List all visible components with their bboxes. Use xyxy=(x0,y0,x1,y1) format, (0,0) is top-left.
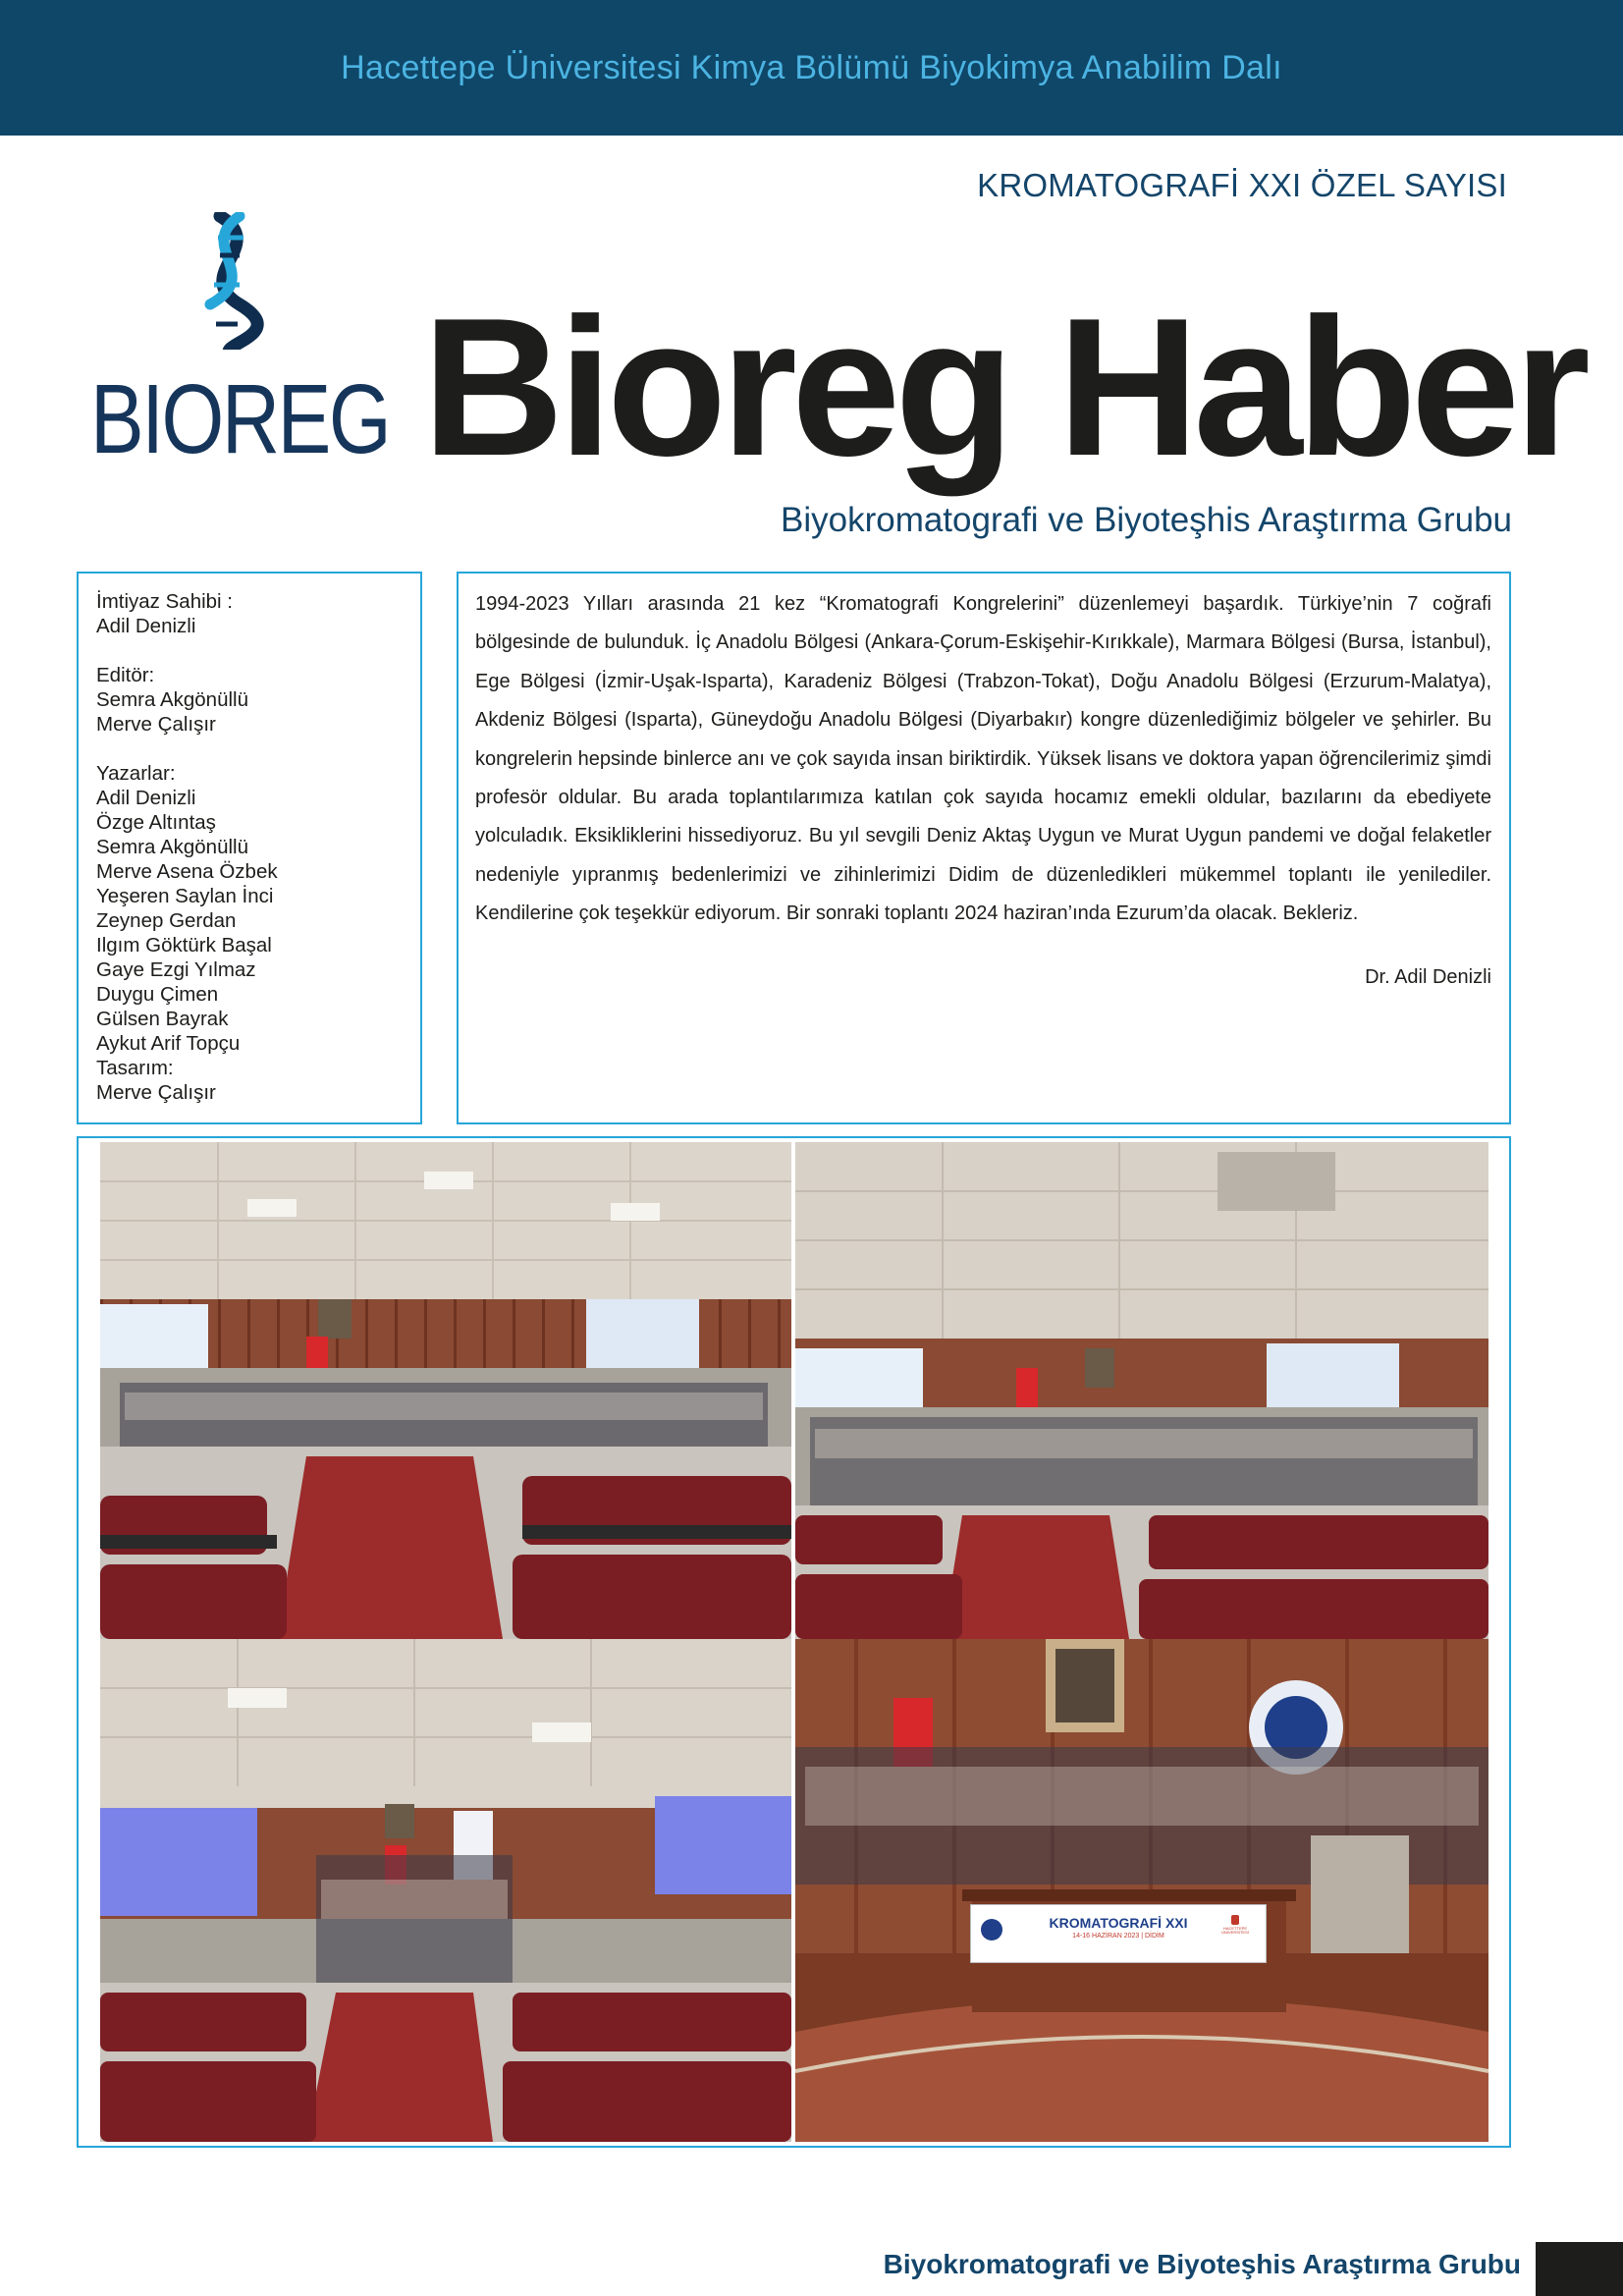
footer-group-name: Biyokromatografi ve Biyoteşhis Araştırma Grubu xyxy=(883,2249,1521,2279)
top-banner xyxy=(0,0,1623,136)
owner-label: İmtiyaz Sahibi : xyxy=(96,590,233,613)
editor-name: Semra Akgönüllü xyxy=(96,688,248,711)
editorial-text: 1994-2023 Yılları arasında 21 kez “Kromatografi Kongrelerini” düzenlemeyi başardık. Türkiye’nin 7 coğrafi bölgesinde de bulunduk. İç Anadolu Bölgesi (Ankara-Çorum-Eskişehir-Kırıkkale), Marmara Bölgesi (Bursa, İstanbul), Ege Bölgesi (İzmir-Uşak-Isparta), Karadeniz Bölgesi (Trabzon-Tokat), Doğu Anadolu Bölgesi (Erzurum-Malatya), Akdeniz Bölgesi (Isparta), Güneydoğu Anadolu Bölgesi (Diyarbakır) kongre düzenlediğimiz bölgeler ve şehirler. Bu kongrelerin hepsinde binlerce anı ve çok sayıda insan biriktirdik. Yüksek lisans ve doktora yapan öğrencilerimiz şimdi profesör oldular. Bu arada toplantılarımıza katılan çok sayıda hocamız emekli oldular, bazılarını da ebediyete yolculadık. Eksikliklerini hissediyoruz. Bu yıl sevgili Deniz Aktaş Uygun ve Murat Uygun pandemi ve doğal felaketler nedeniyle yıpranmış bedenlerimizi ve zihinlerimizi Didim de düzenledikleri mükemmel toplantı ile yenilediler. Kendilerine çok teşekkür ediyorum. Bir sonraki toplantı 2024 haziran’ında Ezurum’da olacak. Bekleriz. xyxy=(475,593,1491,925)
author-name: Gaye Ezgi Yılmaz xyxy=(96,958,256,981)
group-photo-4 xyxy=(795,1639,1488,2142)
design-label: Tasarım: xyxy=(96,1057,174,1079)
hacettepe-logo-text: HACETTEPE ÜNİVERSİTESİ xyxy=(1221,1926,1249,1936)
logo-wordmark: BIOREG xyxy=(90,364,390,474)
banner-date: 14-16 HAZİRAN 2023 | DİDİM xyxy=(1072,1933,1164,1940)
group-photo-3 xyxy=(100,1639,791,2142)
authors-label: Yazarlar: xyxy=(96,762,176,785)
congress-banner xyxy=(970,1904,1267,1963)
author-name: Adil Denizli xyxy=(96,787,196,809)
hacettepe-logo xyxy=(1213,1915,1258,1936)
institution-name: Hacettepe Üniversitesi Kimya Bölümü Biyokimya Anabilim Dalı xyxy=(341,48,1282,86)
author-name: Zeynep Gerdan xyxy=(96,909,237,932)
university-seal-icon xyxy=(981,1919,1002,1941)
banner-title: KROMATOGRAFİ XXI xyxy=(1049,1915,1188,1931)
dna-helix-icon xyxy=(90,212,385,350)
owner-name: Adil Denizli xyxy=(96,615,196,637)
author-name: Yeşeren Saylan İnci xyxy=(96,885,274,907)
author-name: Merve Asena Özbek xyxy=(96,860,278,883)
editorial-box xyxy=(457,572,1511,1124)
credits-box xyxy=(77,572,422,1124)
masthead-subtitle: Biyokromatografi ve Biyoteşhis Araştırma Grubu xyxy=(780,501,1512,539)
designer-name: Merve Çalışır xyxy=(96,1081,216,1104)
author-name: Duygu Çimen xyxy=(96,983,219,1006)
issue-label: KROMATOGRAFİ XXI ÖZEL SAYISI xyxy=(977,167,1507,203)
editorial-signature: Dr. Adil Denizli xyxy=(1365,966,1491,988)
editor-name: Merve Çalışır xyxy=(96,713,216,736)
author-name: Gülsen Bayrak xyxy=(96,1008,229,1030)
group-photo-2 xyxy=(795,1142,1488,1639)
footer-block xyxy=(1536,2242,1623,2296)
photo-collage xyxy=(77,1136,1511,2148)
author-name: Aykut Arif Topçu xyxy=(96,1032,241,1055)
author-name: Özge Altıntaş xyxy=(96,811,216,834)
author-name: Semra Akgönüllü xyxy=(96,836,248,858)
masthead-title: Bioreg Haber xyxy=(422,278,1585,497)
group-photo-1 xyxy=(100,1142,791,1639)
author-name: Ilgım Göktürk Başal xyxy=(96,934,272,957)
editor-label: Editör: xyxy=(96,664,155,686)
